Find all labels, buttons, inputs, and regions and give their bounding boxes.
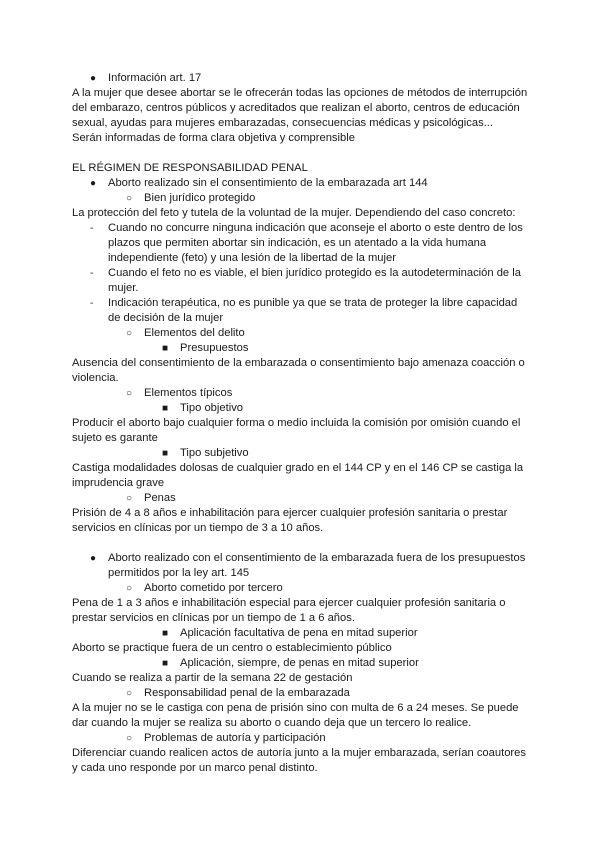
text-line: Tipo objetivo xyxy=(180,402,244,414)
text-line: Prisión de 4 a 8 años e inhabilitación para ejercer cualquier profesión sanitaria o prestar xyxy=(72,507,508,519)
text-line: Presupuestos xyxy=(180,342,249,354)
text-line: La protección del feto y tutela de la voluntad de la mujer. Dependiendo del caso concreto: xyxy=(72,207,516,219)
text-line: Indicación terapéutica, no es punible ya que se trata de proteger la libre capacidad xyxy=(108,297,518,309)
text-line: Producir el aborto bajo cualquier forma o medio incluida la comisión por omisión cuando el xyxy=(72,417,521,429)
text-line: violencia. xyxy=(72,372,119,384)
bullet-marker: ○ xyxy=(126,493,133,504)
bullet-marker: ■ xyxy=(162,448,169,459)
text-line: Aborto se practique fuera de un centro o establecimiento público xyxy=(72,642,392,654)
bullet-marker: ○ xyxy=(126,733,133,744)
text-line: permitidos por la ley art. 145 xyxy=(108,567,250,579)
bullet-marker: ■ xyxy=(162,628,169,639)
text-line: Responsabilidad penal de la embarazada xyxy=(144,687,350,699)
text-line: Serán informadas de forma clara objetiva y comprensible xyxy=(72,132,355,144)
text-line: Aborto realizado con el consentimiento de la embarazada fuera de los presupuestos xyxy=(108,552,526,564)
bullet-marker: ■ xyxy=(162,343,169,354)
text-line: Castiga modalidades dolosas de cualquier grado en el 144 CP y en el 146 CP se castiga la xyxy=(72,462,524,474)
bullet-marker: ○ xyxy=(126,583,133,594)
text-line: Elementos del delito xyxy=(144,327,245,339)
text-line: Bien jurídico protegido xyxy=(144,192,256,204)
text-line: Cuando el feto no es viable, el bien jurídico protegido es la autodeterminación de la xyxy=(108,267,521,279)
text-line: Tipo subjetivo xyxy=(180,447,249,459)
text-line: A la mujer no se le castiga con pena de prisión sino con multa de 6 a 24 meses. Se puede xyxy=(72,702,519,714)
text-line: prestar servicios en clínicas por un tiempo de 1 a 6 años. xyxy=(72,612,355,624)
text-line: Aborto cometido por tercero xyxy=(144,582,283,594)
text-line: Problemas de autoría y participación xyxy=(144,732,326,744)
text-line: servicios en clínicas por un tiempo de 3 a 10 años. xyxy=(72,522,324,534)
text-line: mujer. xyxy=(108,282,139,294)
bullet-marker: ● xyxy=(90,553,97,564)
bullet-marker: ● xyxy=(90,73,97,84)
text-line: sexual, ayudas para mujeres embarazadas, consecuencias médicas y psicológicas... xyxy=(72,117,493,129)
bullet-marker: ■ xyxy=(162,403,169,414)
text-line: Aplicación, siempre, de penas en mitad superior xyxy=(180,657,419,669)
bullet-marker: ○ xyxy=(126,193,133,204)
bullet-marker: ○ xyxy=(126,388,133,399)
text-line: dar cuando la mujer se realiza su aborto o cuando deja que un tercero lo realice. xyxy=(72,717,472,729)
bullet-marker: - xyxy=(90,223,94,234)
text-line: Información art. 17 xyxy=(108,72,202,84)
text-line: Diferenciar cuando realicen actos de autoría junto a la mujer embarazada, serían coautores xyxy=(72,747,526,759)
text-line: sujeto es garante xyxy=(72,432,158,444)
bullet-marker: ■ xyxy=(162,658,169,669)
text-line: del embarazo, centros públicos y acreditados que realizan el aborto, centros de educación xyxy=(72,102,520,114)
text-line: y cada uno responde por un marco penal distinto. xyxy=(72,762,318,774)
text-line: plazos que permiten abortar sin indicación, es un atentado a la vida humana xyxy=(108,237,487,249)
text-line: Aplicación facultativa de pena en mitad superior xyxy=(180,627,418,639)
text-line: independiente (feto) y una lesión de la libertad de la mujer xyxy=(108,252,396,264)
text-line: Cuando se realiza a partir de la semana 22 de gestación xyxy=(72,672,353,684)
text-line: A la mujer que desee abortar se le ofrecerán todas las opciones de métodos de interrupción xyxy=(72,87,528,99)
text-line: imprudencia grave xyxy=(72,477,165,489)
bullet-marker: - xyxy=(90,268,94,279)
text-line: Ausencia del consentimiento de la embarazada o consentimiento bajo amenaza coacción o xyxy=(72,357,525,369)
text-line: Penas xyxy=(144,492,176,504)
text-line: EL RÉGIMEN DE RESPONSABILIDAD PENAL xyxy=(72,162,308,174)
bullet-marker: ● xyxy=(90,178,97,189)
bullet-marker: ○ xyxy=(126,328,133,339)
text-line: de decisión de la mujer xyxy=(108,312,224,324)
text-line: Cuando no concurre ninguna indicación que aconseje el aborto o este dentro de los xyxy=(108,222,523,234)
bullet-marker: - xyxy=(90,298,94,309)
text-line: Elementos típicos xyxy=(144,387,233,399)
text-line: Pena de 1 a 3 años e inhabilitación especial para ejercer cualquier profesión sanitaria o xyxy=(72,597,506,609)
bullet-marker: ○ xyxy=(126,688,133,699)
text-line: Aborto realizado sin el consentimiento de la embarazada art 144 xyxy=(108,177,428,189)
